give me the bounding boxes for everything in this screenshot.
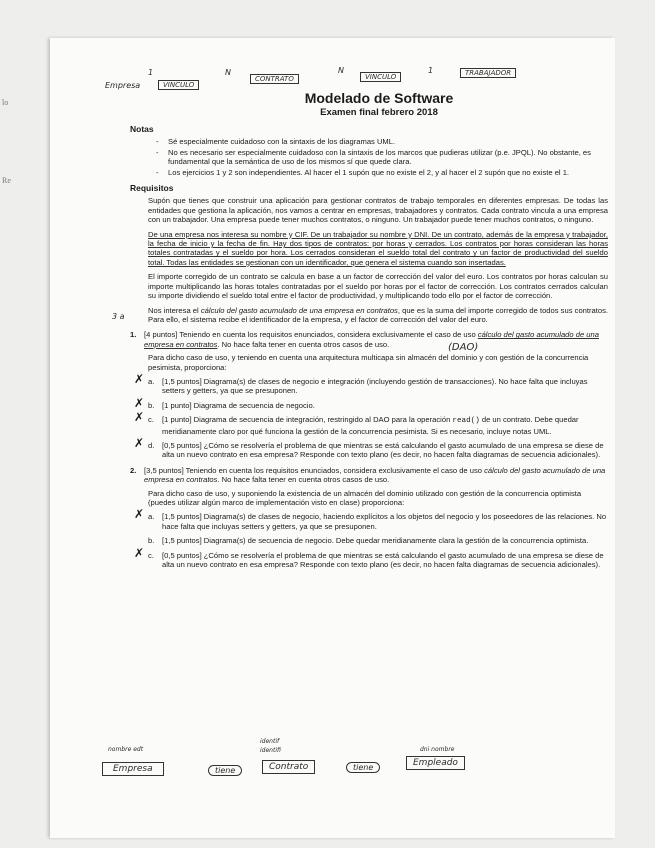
hw-note-4: dni nombre [420, 746, 455, 753]
q1-item-a-letter: a. [148, 376, 155, 386]
margin-note: 3 a [112, 311, 125, 321]
hw-empresa-box: Empresa [102, 762, 164, 776]
hw-vinculo-b: VINCULO [360, 72, 401, 82]
req-p4-b: , que es la suma del importe corregido de todos sus contratos. Para ello, el sistema recibe el identificador de la empresa, y el factor de corrección del valor del euro. [148, 305, 608, 324]
req-p4-a: Nos interesa el [148, 305, 201, 315]
q2-item-c-text: [0,5 puntos] ¿Cómo se resolvería el problema de que mientras se está calculando el gasto acumulado de una empresa se diese de alta un nuevo contrato en esa empresa? Responde con texto plano (es decir, no hacen falta diagramas de secuencia adicionales). [162, 550, 604, 570]
cross-mark-icon: ✗ [134, 371, 145, 386]
page-title: Modelado de Software [304, 90, 454, 106]
q1-item-b-letter: b. [148, 400, 155, 410]
cross-mark-icon: ✗ [134, 435, 145, 450]
q1-item-a [134, 371, 608, 396]
cross-mark-icon: ✗ [134, 507, 145, 522]
requisitos-heading: Requisitos [130, 183, 174, 194]
q2-item-b [148, 536, 608, 545]
hw-tiene-a: tiene [208, 765, 242, 776]
hw-empresa: Empresa [105, 81, 141, 90]
q1-item-c-text [162, 415, 608, 436]
q1-c-text-a: [1 punto] Diagrama de secuencia de integración, restringido al DAO para la operación [162, 415, 453, 425]
q2-item-b-text: [1,5 puntos] Diagrama(s) de secuencia de negocio. Debe quedar meridianamente clara la gestión de la concurrencia optimista. [162, 536, 589, 546]
q1-item-d-text: [0,5 puntos] ¿Cómo se resolvería el problema de que mientras se está calculando el gasto acumulado de una empresa se diese de alta un nuevo contrato en esa empresa? Responde con texto plano (es decir, no hacen falta diagramas de secuencia adicionales). [162, 440, 604, 460]
question-1-intro [144, 330, 608, 349]
q1-item-b-text: [1 punto] Diagrama de secuencia de negocio. [162, 400, 315, 410]
q1-c-text-b: de un contrato. Debe quedar meridianamente claro por qué funciona la gestión de la concurrencia pesimista. Si es necesario, incluye notas UML. [162, 415, 579, 436]
notas-item: - No es necesario ser especialmente cuidadoso con la sintaxis de los marcos que pudieras utilizar (p.e. JPQL). No obstante, es fundamental que la semántica de uso de los mismos sí que quede clara. [168, 148, 608, 167]
requisitos-paragraph-4 [112, 305, 608, 325]
requisitos-paragraph-2: De una empresa nos interesa su nombre y CIF. De un trabajador su nombre y DNI. De un contrato, además de la empresa y trabajador, la fecha de inicio y la fecha de fin. Hay dos tipos de contratos: por horas y cerrados. Los contratos por horas consideran las horas totales contratadas y el sueldo por hora. Los cerrados consideran el sueldo total del contrato y un factor de productividad del sueldo total. Todas las entidades se gestionan con un identificador, que genera el sistema cuando son insertadas. [148, 229, 608, 267]
cross-mark-icon: ✗ [134, 410, 145, 425]
page-subtitle: Examen final febrero 2018 [320, 107, 438, 118]
q1-handnote: (DAO) [448, 342, 479, 354]
gutter-mark-1: lo [2, 98, 9, 107]
notas-list [130, 137, 608, 177]
hw-tiene-b: tiene [346, 762, 380, 773]
hw-note-1: nombre edt [108, 746, 144, 753]
hw-trabajador: TRABAJADOR [460, 68, 516, 78]
question-2-sub: Para dicho caso de uso, y suponiendo la existencia de un almacén del dominio utilizado con gestión de la concurrencia optimista (puedes utilizar algún marco de implementación visto en clase) proporciona: [148, 488, 582, 507]
req-p4-em: cálculo del gasto acumulado de una empresa en contratos [200, 305, 398, 315]
q2-item-b-letter: b. [148, 536, 155, 546]
hw-n1: N [225, 68, 231, 77]
notas-item: - Sé especialmente cuidadoso con la sintaxis de los diagramas UML. [168, 137, 608, 146]
q1-item-c [134, 410, 608, 436]
hw-n2: N [338, 66, 344, 75]
hw-contrato-box: Contrato [262, 760, 315, 774]
q2-item-a [134, 507, 608, 531]
q2-intro-em: cálculo del gasto acumulado de una empresa en contratos [144, 465, 606, 485]
question-1 [130, 330, 608, 349]
question-1-number: 1. [130, 330, 137, 340]
q1-item-d [134, 435, 608, 460]
q2-item-a-text: [1,5 puntos] Diagrama(s) de clases de negocio, haciendo explícitos a los objetos del negocio y los poseedores de las relaciones. No hace falta que incluyas setters y getters, ya que se presuponen. [162, 512, 607, 531]
q1-item-d-letter: d. [148, 440, 155, 450]
question-2 [130, 466, 608, 485]
exam-sheet [50, 38, 615, 838]
hw-empleado-box: Empleado [406, 756, 465, 770]
q2-intro-a: [3,5 puntos] Teniendo en cuenta los requisitos enunciados, considera exclusivamente el caso de uso [144, 465, 485, 475]
q2-intro-b: . No hace falta tener en cuenta otros casos de uso. [217, 475, 390, 485]
q1-item-a-text: [1,5 puntos] Diagrama(s) de clases de negocio e integración (incluyendo gestión de transacciones). No hace falta que incluyas setters y getters, ya que se presuponen. [162, 376, 588, 396]
cross-mark-icon: ✗ [134, 545, 145, 560]
cross-mark-icon: ✗ [134, 395, 145, 410]
q1-item-b [134, 395, 608, 410]
requisitos-paragraph-3: El importe corregido de un contrato se calcula en base a un factor de corrección del valor del euro. Los contratos por horas calculan su importe multiplicando las horas totales contratadas por el sueldo por horas por el factor de corrección. Los contratos cerrados calculan su importe dividiendo el sueldo total entre el factor de productividad, y multiplicando todo ello por el factor de corrección. [148, 272, 608, 301]
q1-item-c-letter: c. [148, 415, 154, 425]
q1-intro-a: [4 puntos] Teniendo en cuenta los requisitos enunciados, considera exclusivamente el caso de uso [144, 330, 478, 340]
hw-one-b: 1 [428, 66, 434, 75]
question-2-intro [144, 466, 608, 485]
q1-intro-b: . No hace falta tener en cuenta otros casos de uso. [217, 339, 390, 349]
hw-note-2: identif [260, 738, 280, 745]
hw-vinculo-a: VINCULO [158, 80, 199, 90]
q1-c-code: read() [452, 417, 480, 426]
exam-content [112, 90, 608, 574]
q1-sub-text: Para dicho caso de uso, y teniendo en cuenta una arquitectura multicapa sin almacén del dominio y con gestión de la concurrencia pesimista, proporciona: [148, 353, 589, 372]
q2-item-a-letter: a. [148, 512, 155, 522]
notas-heading: Notas [130, 124, 154, 134]
q2-item-c-letter: c. [148, 550, 154, 560]
hw-note-3: identifi [260, 747, 281, 754]
gutter-mark-2: Re [2, 176, 11, 185]
q1-intro-em: cálculo del gasto acumulado de una empresa en contratos [144, 330, 599, 349]
hw-contrato: CONTRATO [250, 74, 299, 84]
hw-one-a: 1 [148, 68, 154, 77]
q2-item-c [134, 545, 608, 570]
notas-item: - Los ejercicios 1 y 2 son independientes. Al hacer el 1 supón que no existe el 2, y al hacer el 2 supón que no existe el 1. [168, 168, 608, 177]
requisitos-paragraph-1: Supón que tienes que construir una aplicación para gestionar contratos de trabajo temporales en diferentes empresas. De todas las entidades que gestiona la aplicación, nos vamos a centrar en empresas, trabajadores y contratos. Cada contrato vincula a una empresa con un trabajador. Una empresa puede tener muchos contratos, o ninguno. Un trabajador puede tener muchos contratos, o ninguno. [148, 196, 608, 225]
question-2-number: 2. [130, 465, 137, 475]
